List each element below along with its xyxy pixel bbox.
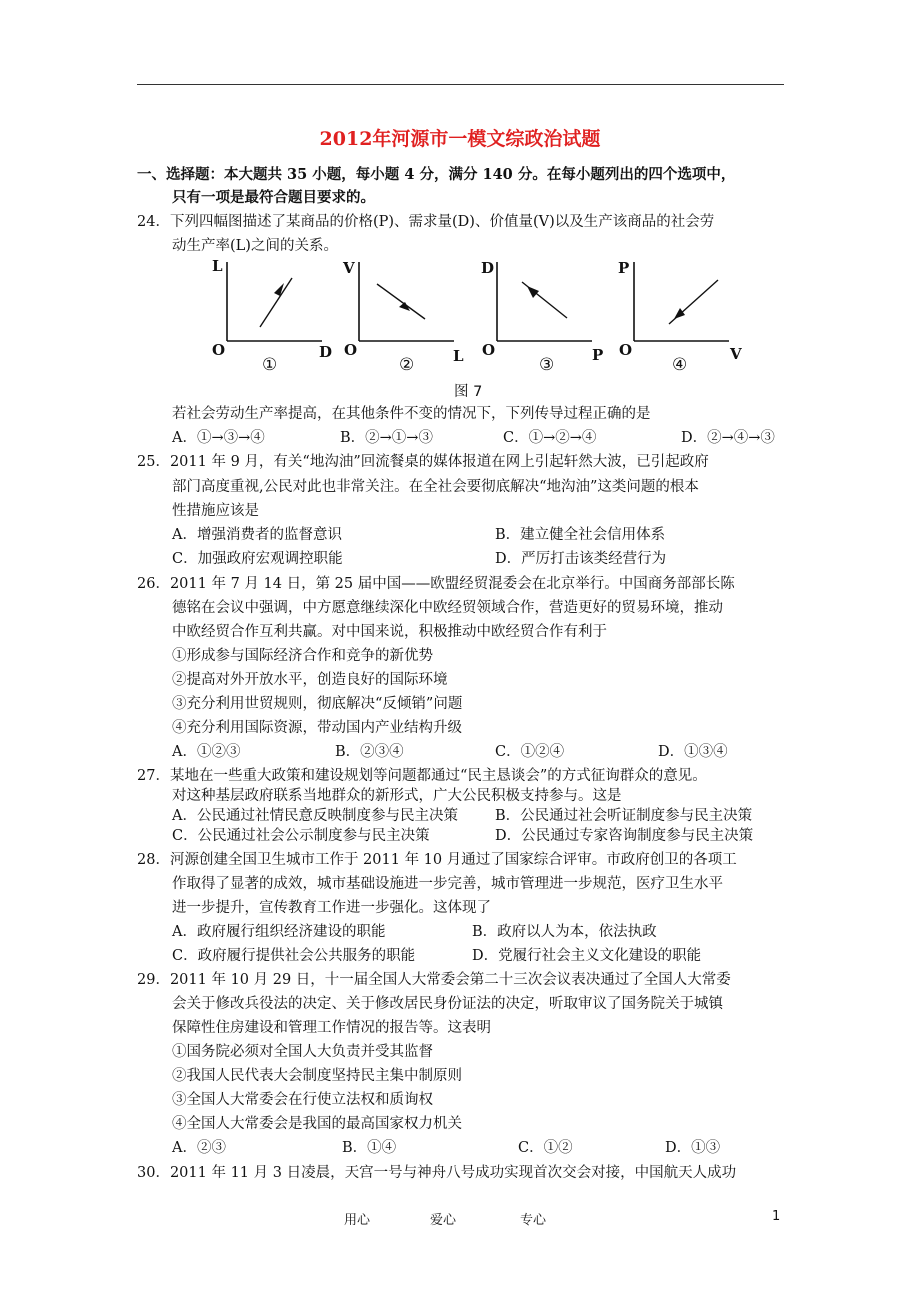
graph-3-origin: O bbox=[482, 341, 496, 359]
q29-item-1: ①国务院必须对全国人大负责并受其监督 bbox=[172, 1044, 433, 1060]
q29-item-3: ③全国人大常委会在行使立法权和质询权 bbox=[172, 1092, 433, 1108]
graph-4-origin: O bbox=[619, 341, 633, 359]
q27-option-c: C．公民通过社会公示制度参与民主决策 bbox=[172, 828, 430, 844]
graph-1-origin: O bbox=[212, 341, 226, 359]
q25-line1: 25．2011 年 9 月，有关“地沟油”回流餐桌的媒体报道在网上引起轩然大波，已引起政府 bbox=[137, 454, 709, 470]
q29-option-a: A．②③ bbox=[172, 1140, 226, 1156]
graph-1-y-label: L bbox=[212, 257, 223, 275]
q29-option-d: D．①③ bbox=[665, 1140, 721, 1156]
q27-line2: 对这种基层政府联系当地群众的新形式，广大公民积极支持参与。这是 bbox=[172, 788, 622, 804]
graph-2-y-label: V bbox=[343, 259, 355, 277]
q26-option-a: A．①②③ bbox=[172, 744, 241, 760]
q29-item-4: ④全国人大常委会是我国的最高国家权力机关 bbox=[172, 1116, 462, 1132]
q25-option-d: D．严厉打击该类经营行为 bbox=[495, 551, 667, 567]
graph-4-x-label: V bbox=[730, 345, 742, 363]
graph-3-x-label: P bbox=[592, 346, 604, 364]
q29-option-b: B．①④ bbox=[342, 1140, 397, 1156]
graph-1-arrow bbox=[260, 278, 292, 327]
q26-option-c: C．①②④ bbox=[495, 744, 565, 760]
q27-option-a: A．公民通过社情民意反映制度参与民主决策 bbox=[172, 808, 458, 824]
q29-line3: 保障性住房建设和管理工作情况的报告等。这表明 bbox=[172, 1020, 491, 1036]
q29-line2: 会关于修改兵役法的决定、关于修改居民身份证法的决定，听取审议了国务院关于城镇 bbox=[172, 996, 723, 1012]
footer-left: 用心 bbox=[344, 1213, 371, 1228]
section-heading-line1: 一、选择题：本大题共 35 小题，每小题 4 分，满分 140 分。在每小题列出的四个选项中， bbox=[137, 166, 736, 183]
q24-line1: 24．下列四幅图描述了某商品的价格(P)、需求量(D)、价值量(V)以及生产该商品的社会劳 bbox=[137, 214, 715, 230]
q28-option-d: D．党履行社会主义文化建设的职能 bbox=[472, 948, 702, 964]
graph-2-number: ② bbox=[399, 355, 415, 375]
header-rule bbox=[137, 84, 784, 85]
q24-option-b: B．②→①→③ bbox=[340, 430, 433, 446]
q24-option-a: A．①→③→④ bbox=[172, 430, 265, 446]
q26-line3: 中欧经贸合作互利共赢。对中国来说，积极推动中欧经贸合作有利于 bbox=[172, 624, 607, 640]
q24-stem: 若社会劳动生产率提高，在其他条件不变的情况下，下列传导过程正确的是 bbox=[172, 406, 651, 422]
q29-item-2: ②我国人民代表大会制度坚持民主集中制原则 bbox=[172, 1068, 462, 1084]
q25-option-b: B．建立健全社会信用体系 bbox=[495, 527, 666, 543]
graph-4-arrowhead bbox=[674, 308, 685, 319]
graph-1 bbox=[200, 256, 340, 378]
q24-option-c: C．①→②→④ bbox=[503, 430, 597, 446]
page-number: 1 bbox=[772, 1209, 781, 1224]
graph-1-number: ① bbox=[262, 355, 278, 375]
graph-2-origin: O bbox=[344, 341, 358, 359]
q29-option-c: C．①② bbox=[518, 1140, 573, 1156]
q28-option-c: C．政府履行提供社会公共服务的职能 bbox=[172, 948, 416, 964]
q28-option-a: A．政府履行组织经济建设的职能 bbox=[172, 924, 386, 940]
q28-option-b: B．政府以人为本，依法执政 bbox=[472, 924, 657, 940]
q26-item-1: ①形成参与国际经济合作和竞争的新优势 bbox=[172, 648, 433, 664]
q29-line1: 29．2011 年 10 月 29 日，十一届全国人大常委会第二十三次会议表决通过了全国人大常委 bbox=[137, 972, 731, 988]
graph-3-number: ③ bbox=[539, 355, 555, 375]
graph-1-x-label: D bbox=[319, 343, 333, 361]
q28-line1: 28．河源创建全国卫生城市工作于 2011 年 10 月通过了国家综合评审。市政府创卫的各项工 bbox=[137, 852, 737, 868]
q26-line1: 26．2011 年 7 月 14 日，第 25 届中国——欧盟经贸混委会在北京举行。中国商务部部长陈 bbox=[137, 576, 735, 592]
q27-option-d: D．公民通过专家咨询制度参与民主决策 bbox=[495, 828, 754, 844]
q26-line2: 德铭在会议中强调，中方愿意继续深化中欧经贸领域合作，营造更好的贸易环境，推动 bbox=[172, 600, 723, 616]
q25-option-c: C．加强政府宏观调控职能 bbox=[172, 551, 343, 567]
footer-right: 专心 bbox=[520, 1213, 547, 1228]
footer-middle: 爱心 bbox=[430, 1213, 457, 1228]
q27-option-b: B．公民通过社会听证制度参与民主决策 bbox=[495, 808, 753, 824]
figure-caption: 图 7 bbox=[454, 384, 483, 400]
q26-option-d: D．①③④ bbox=[658, 744, 728, 760]
graph-1-arrowhead bbox=[274, 283, 284, 296]
q26-item-4: ④充分利用国际资源，带动国内产业结构升级 bbox=[172, 720, 462, 736]
graph-4 bbox=[612, 256, 752, 378]
page-title: 2012年河源市一模文综政治试题 bbox=[319, 128, 601, 150]
graph-3-y-label: D bbox=[481, 259, 495, 277]
graph-2 bbox=[337, 256, 477, 378]
q27-line1: 27．某地在一些重大政策和建设规划等问题都通过“民主恳谈会”的方式征询群众的意见。 bbox=[137, 768, 707, 784]
q24-option-d: D．②→④→③ bbox=[681, 430, 775, 446]
q26-option-b: B．②③④ bbox=[335, 744, 404, 760]
graph-2-x-label: L bbox=[453, 347, 464, 365]
q28-line2: 作取得了显著的成效，城市基础设施进一步完善，城市管理进一步规范，医疗卫生水平 bbox=[172, 876, 723, 892]
q26-item-2: ②提高对外开放水平，创造良好的国际环境 bbox=[172, 672, 448, 688]
graph-3-arrowhead bbox=[527, 286, 539, 298]
graph-3 bbox=[475, 256, 615, 378]
graph-4-y-label: P bbox=[618, 259, 630, 277]
q25-line3: 性措施应该是 bbox=[172, 503, 259, 519]
q25-line2: 部门高度重视,公民对此也非常关注。在全社会要彻底解决“地沟油”这类问题的根本 bbox=[172, 479, 699, 495]
graph-4-number: ④ bbox=[672, 355, 688, 375]
q24-line2: 动生产率(L)之间的关系。 bbox=[172, 238, 338, 254]
q25-option-a: A．增强消费者的监督意识 bbox=[172, 527, 342, 543]
q30-line1: 30．2011 年 11 月 3 日凌晨，天宫一号与神舟八号成功实现首次交会对接，中国航天人成功 bbox=[137, 1165, 737, 1181]
section-heading-line2: 只有一项是最符合题目要求的。 bbox=[172, 189, 375, 206]
graph-2-arrow bbox=[377, 284, 425, 319]
q26-item-3: ③充分利用世贸规则，彻底解决“反倾销”问题 bbox=[172, 696, 463, 712]
q28-line3: 进一步提升，宣传教育工作进一步强化。这体现了 bbox=[172, 900, 491, 916]
